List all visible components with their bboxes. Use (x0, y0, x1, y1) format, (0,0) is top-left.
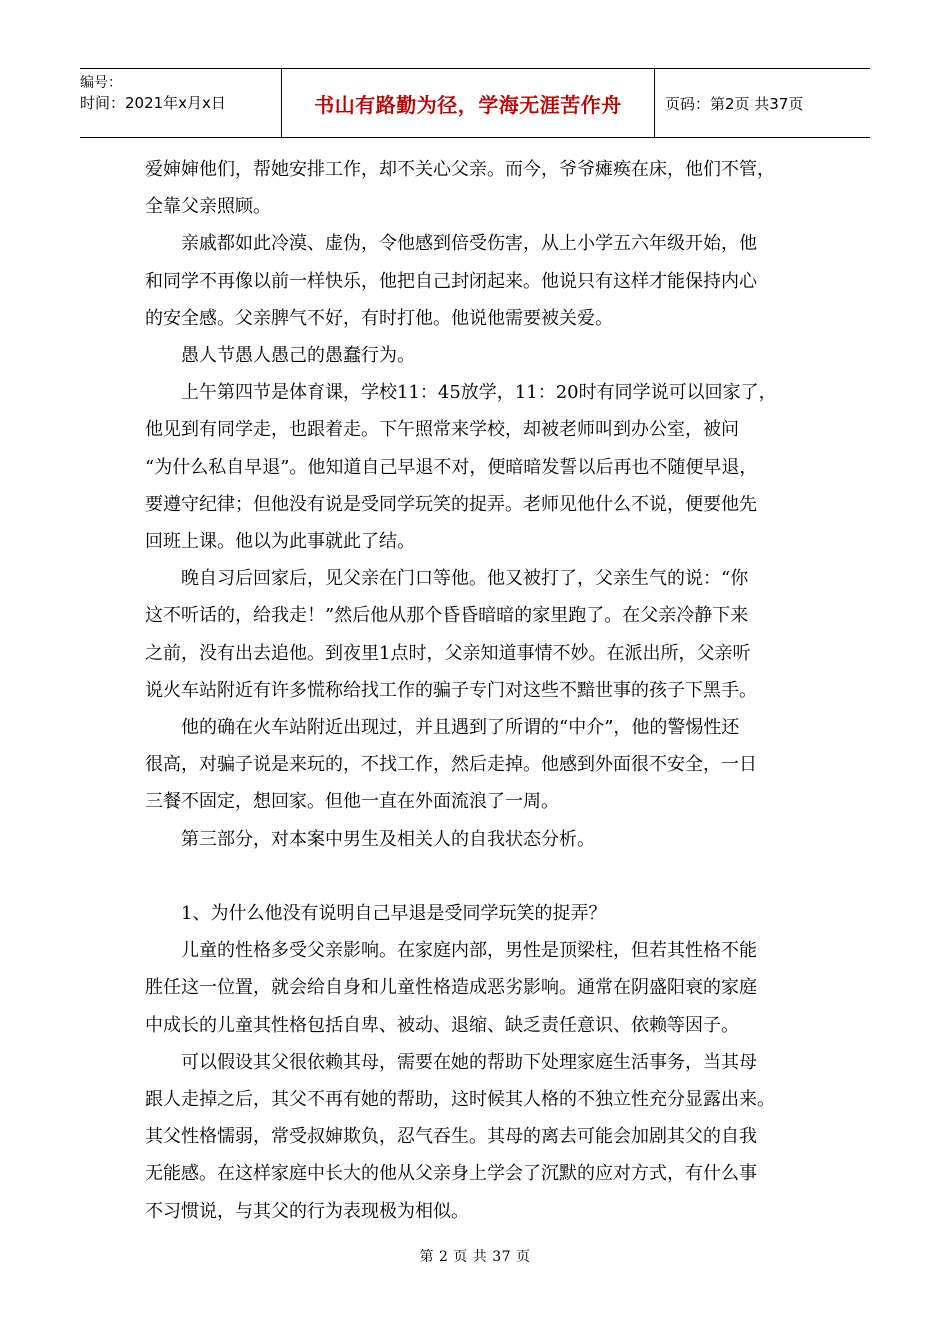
body-text-line: 儿童的性格多受父亲影响。在家庭内部，男性是顶梁柱，但若其性格不能 (181, 940, 757, 962)
document-body (145, 151, 810, 1230)
body-text-line: 胜任这一位置，就会给自身和儿童性格造成恶劣影响。通常在阴盛阳衰的家庭 (145, 977, 757, 999)
document-number-label: 编号： (80, 75, 122, 91)
body-text-line: 无能感。在这样家庭中长大的他从父亲身上学会了沉默的应对方式，有什么事 (145, 1163, 757, 1185)
body-text-line: 很高，对骗子说是来玩的，不找工作，然后走掉。他感到外面很不安全，一日 (145, 754, 757, 776)
blank-line (145, 858, 810, 895)
body-text-line: “为什么私自早退”。他知道自己早退不对，便暗暗发誓以后再也不随便早退， (145, 456, 758, 478)
body-text-line: 三餐不固定，想回家。但他一直在外面流浪了一周。 (145, 791, 559, 813)
page-footer: 第 2 页 共 37 页 (419, 1249, 531, 1265)
header-meta (80, 69, 282, 137)
page-header (80, 68, 870, 138)
body-text-line: 第三部分，对本案中男生及相关人的自我状态分析。 (181, 828, 595, 850)
body-text-line: 可以假设其父很依赖其母，需要在她的帮助下处理家庭生活事务，当其母 (181, 1051, 757, 1073)
body-text-line: 亲戚都如此冷漠、虚伪，令他感到倍受伤害，从上小学五六年级开始，他 (181, 233, 757, 255)
body-text-line: 他见到有同学走，也跟着走。下午照常来学校，却被老师叫到办公室，被问 (145, 419, 739, 441)
header-motto: 书山有路勤为径，学海无涯苦作舟 (282, 69, 655, 137)
body-text-line: 1、为什么他没有说明自己早退是受同学玩笑的捉弄？ (181, 903, 607, 925)
header-page-info: 页码：第2页 共37页 (665, 94, 804, 113)
body-text-line: 其父性格懦弱，常受叔婶欺负，忍气吞生。其母的离去可能会加剧其父的自我 (145, 1126, 757, 1148)
body-text-line: 上午第四节是体育课，学校11：45放学，11：20时有同学说可以回家了， (181, 382, 777, 404)
body-text-line: 和同学不再像以前一样快乐，他把自己封闭起来。他说只有这样才能保持内心 (145, 270, 757, 292)
body-text-line: 愚人节愚人愚己的愚蠢行为。 (181, 345, 415, 367)
body-text-line: 这不听话的，给我走！”然后他从那个昏昏暗暗的家里跑了。在父亲冷静下来 (145, 605, 749, 627)
body-text-line: 晚自习后回家后，见父亲在门口等他。他又被打了，父亲生气的说：“你 (181, 568, 749, 590)
body-text-line: 回班上课。他以为此事就此了结。 (145, 531, 415, 553)
body-text-line: 说火车站附近有许多慌称给找工作的骗子专门对这些不黯世事的孩子下黑手。 (145, 679, 757, 701)
body-text-line: 跟人走掉之后，其父不再有她的帮助，这时候其人格的不独立性充分显露出来。 (145, 1089, 775, 1111)
body-text-line: 他的确在火车站附近出现过，并且遇到了所谓的“中介”，他的警惕性还 (181, 717, 740, 739)
body-text-line: 之前，没有出去追他。到夜里1点时，父亲知道事情不妙。在派出所，父亲听 (145, 642, 751, 664)
body-text-line: 要遵守纪律；但他没有说是受同学玩笑的捉弄。老师见他什么不说，便要他先 (145, 493, 757, 515)
body-text-line: 的安全感。父亲脾气不好，有时打他。他说他需要被关爱。 (145, 307, 613, 329)
body-text-line: 中成长的儿童其性格包括自卑、被动、退缩、缺乏责任意识、依赖等因子。 (145, 1014, 739, 1036)
body-text-line: 爱婶婶他们，帮她安排工作，却不关心父亲。而今，爷爷瘫痪在床，他们不管， (145, 159, 775, 180)
body-text-line: 不习惯说，与其父的行为表现极为相似。 (145, 1200, 469, 1222)
document-date: 时间：2021年x月x日 (80, 94, 226, 112)
body-text-line: 全靠父亲照顾。 (145, 196, 271, 218)
